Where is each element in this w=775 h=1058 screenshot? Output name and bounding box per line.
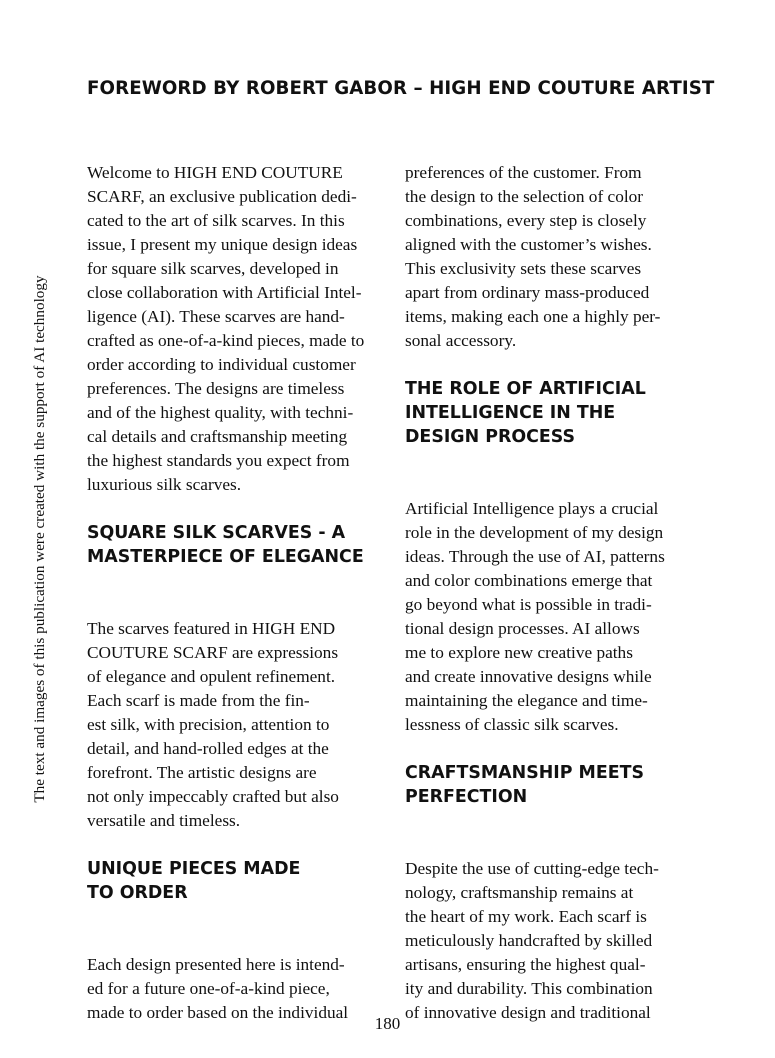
- paragraph-gap: [87, 497, 387, 521]
- text-line: items, making each one a highly per-: [405, 307, 661, 326]
- text-line: issue, I present my unique design ideas: [87, 235, 358, 254]
- paragraph-gap: [87, 593, 387, 617]
- heading-line: DESIGN PROCESS: [405, 427, 576, 447]
- heading-line: THE ROLE OF ARTIFICIAL: [405, 379, 646, 399]
- body-paragraph: [405, 161, 705, 353]
- section-heading: [405, 761, 705, 809]
- text-line: combinations, every step is closely: [405, 211, 647, 230]
- text-line: ligence (AI). These scarves are hand-: [87, 307, 345, 326]
- text-line: made to order based on the individual: [87, 1003, 349, 1022]
- text-line: aligned with the customer’s wishes.: [405, 235, 652, 254]
- paragraph-gap: [87, 929, 387, 953]
- text-line: luxurious silk scarves.: [87, 475, 242, 494]
- paragraph-gap: [405, 833, 705, 857]
- heading-line: INTELLIGENCE IN THE: [405, 403, 616, 423]
- heading-line: MASTERPIECE OF ELEGANCE: [87, 547, 364, 567]
- text-line: tional design processes. AI allows: [405, 619, 640, 638]
- text-line: sonal accessory.: [405, 331, 517, 350]
- text-line: cated to the art of silk scarves. In this: [87, 211, 345, 230]
- text-line: role in the development of my design: [405, 523, 664, 542]
- text-line: order according to individual customer: [87, 355, 356, 374]
- text-line: ity and durability. This combination: [405, 979, 653, 998]
- page-number: 180: [374, 1014, 401, 1033]
- heading-gap: [87, 905, 387, 929]
- text-line: Welcome to HIGH END COUTURE: [87, 163, 343, 182]
- text-line: SCARF, an exclusive publication dedi-: [87, 187, 357, 206]
- section-heading: [87, 857, 387, 905]
- text-line: COUTURE SCARF are expressions: [87, 643, 339, 662]
- text-line: The scarves featured in HIGH END: [87, 619, 336, 638]
- text-line: cal details and craftsmanship meeting: [87, 427, 348, 446]
- section-heading: [405, 377, 705, 449]
- text-line: preferences of the customer. From: [405, 163, 642, 182]
- text-line: artisans, ensuring the highest qual-: [405, 955, 646, 974]
- text-line: me to explore new creative paths: [405, 643, 633, 662]
- heading-line: CRAFTSMANSHIP MEETS: [405, 763, 645, 783]
- text-line: maintaining the elegance and time-: [405, 691, 648, 710]
- text-line: apart from ordinary mass-produced: [405, 283, 650, 302]
- text-line: and create innovative designs while: [405, 667, 652, 686]
- text-line: ideas. Through the use of AI, patterns: [405, 547, 665, 566]
- text-line: the design to the selection of color: [405, 187, 644, 206]
- heading-line: UNIQUE PIECES MADE: [87, 859, 301, 879]
- text-line: ed for a future one-of-a-kind piece,: [87, 979, 330, 998]
- page-title: FOREWORD BY ROBERT GABOR – HIGH END COUTURE ARTIST: [87, 78, 715, 99]
- paragraph-gap: [87, 833, 387, 857]
- text-line: and color combinations emerge that: [405, 571, 653, 590]
- paragraph-gap: [405, 737, 705, 761]
- text-line: versatile and timeless.: [87, 811, 241, 830]
- text-line: close collaboration with Artificial Intel-: [87, 283, 362, 302]
- text-line: Despite the use of cutting-edge tech-: [405, 859, 659, 878]
- right-column: [405, 161, 705, 1025]
- body-paragraph: [405, 857, 705, 1025]
- heading-line: TO ORDER: [87, 883, 188, 903]
- heading-gap: [405, 449, 705, 473]
- text-line: the heart of my work. Each scarf is: [405, 907, 647, 926]
- left-column: [87, 161, 387, 1025]
- text-line: nology, craftsmanship remains at: [405, 883, 634, 902]
- text-line: and of the highest quality, with techni-: [87, 403, 354, 422]
- text-line: lessness of classic silk scarves.: [405, 715, 619, 734]
- paragraph-gap: [405, 353, 705, 377]
- body-paragraph: [87, 617, 387, 833]
- text-line: est silk, with precision, attention to: [87, 715, 330, 734]
- heading-gap: [405, 809, 705, 833]
- text-line: Each design presented here is intend-: [87, 955, 345, 974]
- text-line: for square silk scarves, developed in: [87, 259, 339, 278]
- text-line: crafted as one-of-a-kind pieces, made to: [87, 331, 365, 350]
- text-line: of elegance and opulent refinement.: [87, 667, 336, 686]
- heading-line: PERFECTION: [405, 787, 528, 807]
- text-line: Each scarf is made from the fin-: [87, 691, 310, 710]
- body-paragraph: [405, 497, 705, 737]
- text-line: not only impeccably crafted but also: [87, 787, 339, 806]
- text-line: preferences. The designs are timeless: [87, 379, 345, 398]
- text-line: meticulously handcrafted by skilled: [405, 931, 653, 950]
- heading-line: SQUARE SILK SCARVES - A: [87, 523, 346, 543]
- text-line: go beyond what is possible in tradi-: [405, 595, 652, 614]
- text-line: of innovative design and traditional: [405, 1003, 651, 1022]
- text-line: Artificial Intelligence plays a crucial: [405, 499, 659, 518]
- text-line: forefront. The artistic designs are: [87, 763, 317, 782]
- text-line: the highest standards you expect from: [87, 451, 350, 470]
- section-heading: [87, 521, 387, 569]
- paragraph-gap: [405, 473, 705, 497]
- heading-gap: [87, 569, 387, 593]
- vertical-side-note: The text and images of this publication were created with the support of AI technology: [31, 275, 48, 803]
- body-paragraph: [87, 161, 387, 497]
- text-line: detail, and hand-rolled edges at the: [87, 739, 329, 758]
- text-line: This exclusivity sets these scarves: [405, 259, 642, 278]
